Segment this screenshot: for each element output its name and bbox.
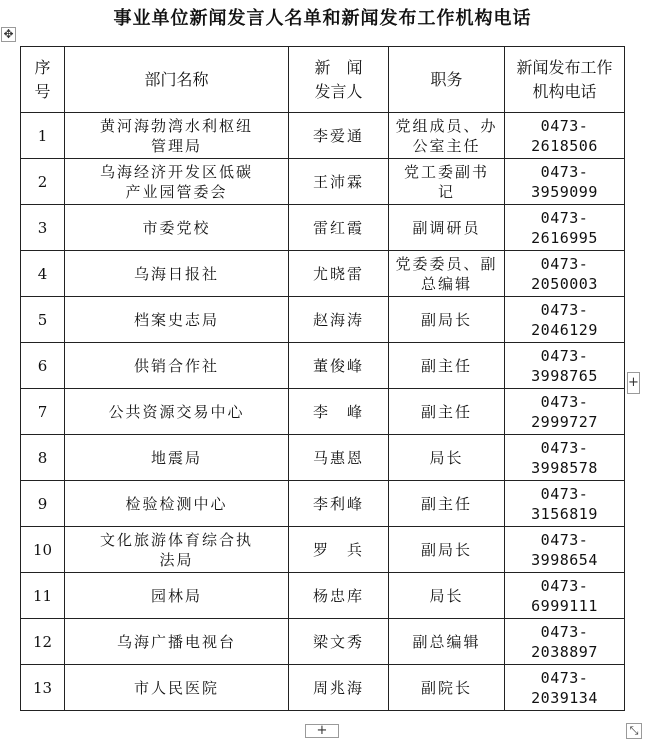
cell-speaker: 马惠恩 [289,435,389,481]
cell-phone: 0473-2999727 [505,389,625,435]
header-speaker: 新 闻 发言人 [289,47,389,113]
table-body [21,113,625,711]
cell-title: 副院长 [389,665,505,711]
cell-no: 9 [21,481,65,527]
cell-speaker: 李 峰 [289,389,389,435]
cell-title: 局长 [389,573,505,619]
cell-dept: 园林局 [65,573,289,619]
cell-title: 副主任 [389,343,505,389]
table-header [21,47,625,113]
cell-no: 1 [21,113,65,159]
header-title: 职务 [389,47,505,113]
cell-no: 13 [21,665,65,711]
cell-title: 党组成员、办 公室主任 [389,113,505,159]
cell-phone: 0473-2050003 [505,251,625,297]
cell-speaker: 李爱通 [289,113,389,159]
move-table-icon[interactable]: ✥ [1,27,16,42]
cell-speaker: 梁文秀 [289,619,389,665]
spokesperson-table [20,46,625,711]
table-row [21,389,625,435]
cell-no: 2 [21,159,65,205]
cell-dept: 乌海广播电视台 [65,619,289,665]
table-row [21,435,625,481]
cell-no: 11 [21,573,65,619]
add-row-button[interactable]: + [305,724,339,738]
cell-title: 副局长 [389,527,505,573]
table-row [21,573,625,619]
cell-speaker: 赵海涛 [289,297,389,343]
cell-dept: 乌海日报社 [65,251,289,297]
cell-title: 副主任 [389,481,505,527]
cell-phone: 0473-6999111 [505,573,625,619]
cell-speaker: 罗 兵 [289,527,389,573]
cell-title: 党工委副书 记 [389,159,505,205]
cell-title: 党委委员、副 总编辑 [389,251,505,297]
cell-speaker: 李利峰 [289,481,389,527]
cell-phone: 0473-2046129 [505,297,625,343]
cell-speaker: 王沛霖 [289,159,389,205]
cell-title: 局长 [389,435,505,481]
cell-no: 8 [21,435,65,481]
cell-phone: 0473-3156819 [505,481,625,527]
table-row [21,343,625,389]
cell-title: 副调研员 [389,205,505,251]
cell-phone: 0473-3998765 [505,343,625,389]
cell-dept: 地震局 [65,435,289,481]
table-row [21,665,625,711]
table-row [21,527,625,573]
cell-phone: 0473-2039134 [505,665,625,711]
header-row [21,47,625,113]
table-row [21,159,625,205]
cell-no: 12 [21,619,65,665]
cell-speaker: 杨忠库 [289,573,389,619]
cell-dept: 文化旅游体育综合执 法局 [65,527,289,573]
cell-no: 4 [21,251,65,297]
resize-table-icon[interactable]: ⤡ [626,723,642,739]
table-row [21,297,625,343]
cell-dept: 检验检测中心 [65,481,289,527]
cell-phone: 0473-3998578 [505,435,625,481]
add-column-button[interactable]: + [627,372,640,394]
cell-dept: 黄河海勃湾水利枢纽 管理局 [65,113,289,159]
cell-speaker: 董俊峰 [289,343,389,389]
cell-no: 7 [21,389,65,435]
cell-no: 10 [21,527,65,573]
cell-dept: 乌海经济开发区低碳 产业园管委会 [65,159,289,205]
cell-phone: 0473-3959099 [505,159,625,205]
cell-title: 副局长 [389,297,505,343]
cell-phone: 0473-2616995 [505,205,625,251]
document-title: 事业单位新闻发言人名单和新闻发布工作机构电话 [113,8,532,29]
cell-no: 3 [21,205,65,251]
cell-no: 5 [21,297,65,343]
table-row [21,251,625,297]
table-row [21,619,625,665]
header-no: 序号 [21,47,65,113]
cell-title: 副总编辑 [389,619,505,665]
cell-dept: 档案史志局 [65,297,289,343]
cell-phone: 0473-2038897 [505,619,625,665]
cell-dept: 市委党校 [65,205,289,251]
cell-dept: 供销合作社 [65,343,289,389]
cell-speaker: 尤晓雷 [289,251,389,297]
header-dept: 部门名称 [65,47,289,113]
cell-speaker: 雷红霞 [289,205,389,251]
header-phone: 新闻发布工作 机构电话 [505,47,625,113]
cell-no: 6 [21,343,65,389]
cell-phone: 0473-2618506 [505,113,625,159]
table-row [21,481,625,527]
cell-title: 副主任 [389,389,505,435]
table-row [21,205,625,251]
table-row [21,113,625,159]
cell-dept: 市人民医院 [65,665,289,711]
cell-phone: 0473-3998654 [505,527,625,573]
cell-speaker: 周兆海 [289,665,389,711]
cell-dept: 公共资源交易中心 [65,389,289,435]
